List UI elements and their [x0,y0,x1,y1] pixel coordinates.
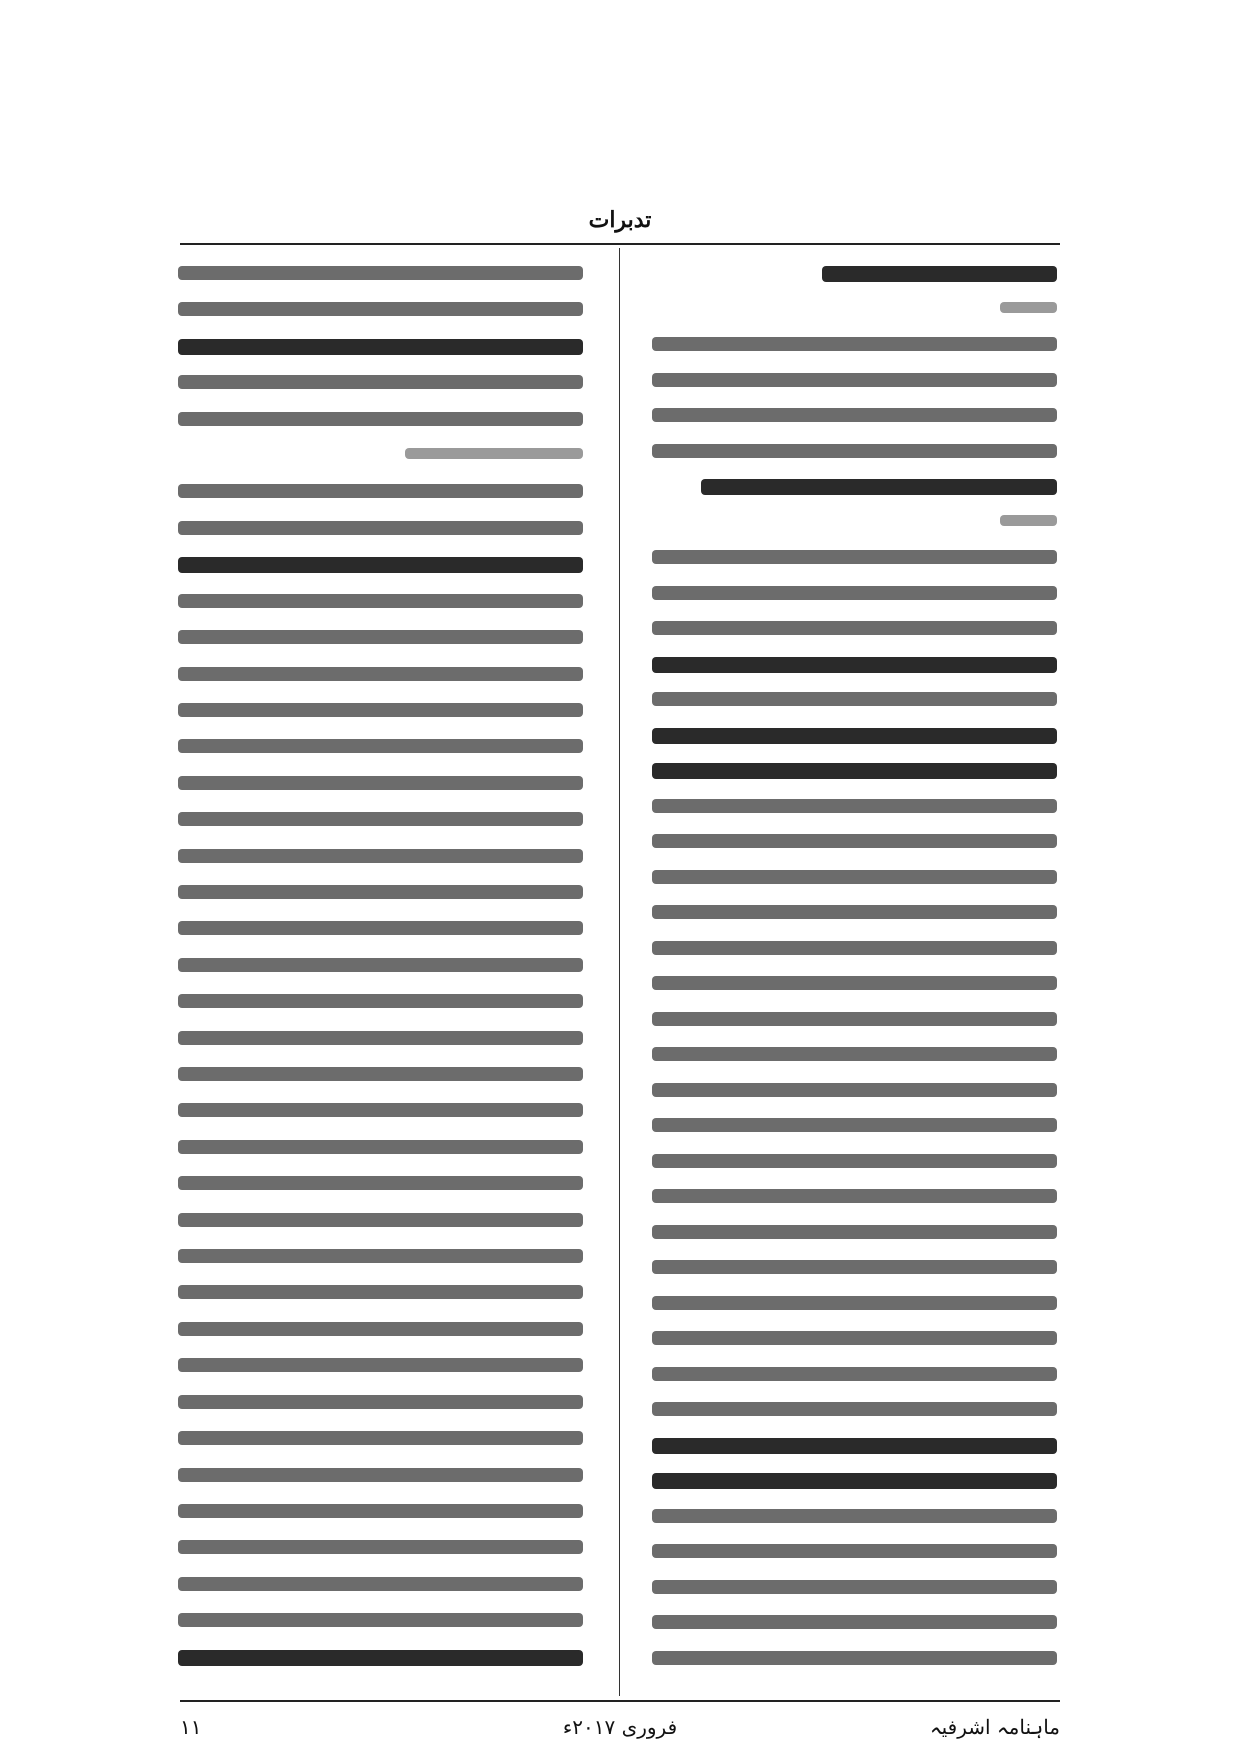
text-line [178,557,583,573]
text-line [178,885,583,899]
text-line [652,337,1057,351]
text-line [178,776,583,790]
text-line [178,1213,583,1227]
text-line [652,1580,1057,1594]
left-text-column [178,258,583,1688]
text-line [178,1103,583,1117]
page-title: تدبرات [588,207,652,233]
text-line [652,976,1057,990]
text-line [652,444,1057,458]
text-line [652,586,1057,600]
right-text-column [652,258,1057,1688]
text-line [178,703,583,717]
text-line [178,630,583,644]
text-line [652,1615,1057,1629]
text-line [652,1651,1057,1665]
text-line [178,812,583,826]
text-line [178,1577,583,1591]
text-line [178,921,583,935]
text-line [178,375,583,389]
text-line [178,1358,583,1372]
text-line [178,266,583,280]
text-line [405,448,583,459]
text-line [178,412,583,426]
text-line [178,1031,583,1045]
text-line [178,667,583,681]
header-rule [180,243,1060,245]
text-line [178,1067,583,1081]
text-line [178,1322,583,1336]
text-line [178,1431,583,1445]
text-line [178,1613,583,1627]
text-line [652,870,1057,884]
text-line [652,1367,1057,1381]
text-line [652,1047,1057,1061]
text-line [178,1540,583,1554]
text-line [652,799,1057,813]
text-line [652,941,1057,955]
text-line [1000,515,1057,526]
text-line [178,1249,583,1263]
text-line [652,1544,1057,1558]
text-line [652,905,1057,919]
text-line [652,1509,1057,1523]
text-line [178,521,583,535]
text-line [652,1260,1057,1274]
text-line [652,1012,1057,1026]
text-line [178,1140,583,1154]
text-line [652,1331,1057,1345]
text-line [652,728,1057,744]
text-line [178,594,583,608]
text-line [178,958,583,972]
text-line [652,1189,1057,1203]
text-line [178,994,583,1008]
text-line [178,1395,583,1409]
text-line [178,739,583,753]
column-divider [619,248,620,1696]
text-line [652,763,1057,779]
text-line [652,692,1057,706]
text-line [1000,302,1057,313]
footer-magazine-name: ماہنامہ اشرفیہ [929,1715,1060,1739]
text-line [652,550,1057,564]
text-line [178,484,583,498]
text-line [178,1468,583,1482]
text-line [652,1438,1057,1454]
text-line [178,1650,583,1666]
text-line [652,1154,1057,1168]
text-line [652,621,1057,635]
text-line [652,1402,1057,1416]
text-line [652,1296,1057,1310]
text-line [652,408,1057,422]
text-line [178,849,583,863]
footer-rule [180,1700,1060,1702]
text-line [178,1176,583,1190]
text-line [652,834,1057,848]
text-line [652,1083,1057,1097]
text-line [652,1118,1057,1132]
footer-date: فروری ۲۰۱۷ء [562,1715,678,1739]
text-line [178,339,583,355]
text-line [178,302,583,316]
text-line [822,266,1057,282]
text-line [652,657,1057,673]
footer-page-number: ۱۱ [180,1715,202,1739]
text-line [701,479,1057,495]
text-line [652,1473,1057,1489]
text-line [178,1504,583,1518]
text-line [178,1285,583,1299]
text-line [652,1225,1057,1239]
text-line [652,373,1057,387]
